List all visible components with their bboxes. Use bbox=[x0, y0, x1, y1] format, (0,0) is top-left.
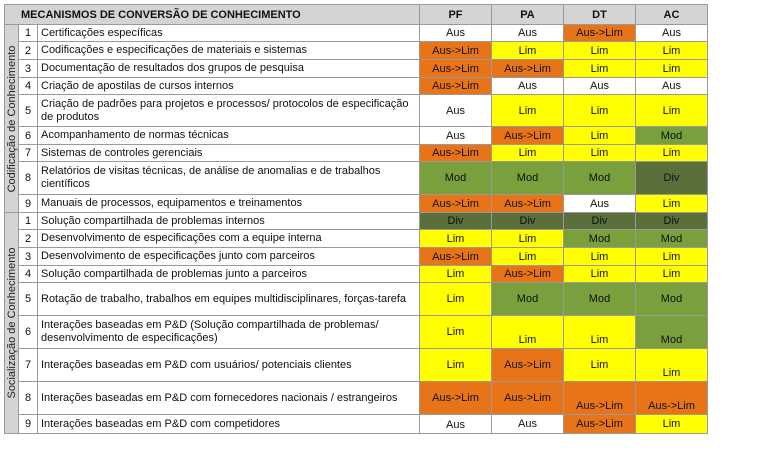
value-cell-pa: Lim bbox=[492, 42, 564, 60]
value-cell-dt: Lim bbox=[564, 42, 636, 60]
value-cell-ac: Mod bbox=[636, 127, 708, 145]
mechanism-description: Interações baseadas em P&D (Solução compartilhada de problemas/ desenvolvimento de especificações) bbox=[38, 316, 420, 349]
table-row bbox=[5, 283, 708, 316]
mechanism-description: Rotação de trabalho, trabalhos em equipes multidisciplinares, forças-tarefa bbox=[38, 283, 420, 316]
value-cell-dt: Aus bbox=[564, 195, 636, 213]
table-row bbox=[5, 145, 708, 162]
value-cell-pa: Div bbox=[492, 213, 564, 230]
mechanism-description: Interações baseadas em P&D com competidores bbox=[38, 415, 420, 434]
value-cell-pa: Lim bbox=[492, 248, 564, 266]
value-cell-dt: Lim bbox=[564, 127, 636, 145]
value-cell-pf: Aus bbox=[420, 415, 492, 434]
value-cell-ac: Mod bbox=[636, 283, 708, 316]
table-row bbox=[5, 349, 708, 382]
mechanism-description: Criação de padrões para projetos e processos/ protocolos de especificação de produtos bbox=[38, 95, 420, 127]
value-cell-pa: Lim bbox=[492, 230, 564, 248]
value-cell-pa: Aus bbox=[492, 78, 564, 95]
row-number: 7 bbox=[19, 145, 38, 162]
table-row bbox=[5, 382, 708, 415]
value-cell-pa: Aus bbox=[492, 25, 564, 42]
value-cell-pa: Mod bbox=[492, 162, 564, 195]
value-cell-ac: Lim bbox=[636, 349, 708, 382]
value-cell-pa: Lim bbox=[492, 145, 564, 162]
column-header-ac: AC bbox=[636, 5, 708, 25]
value-cell-dt: Mod bbox=[564, 283, 636, 316]
mechanism-description: Relatórios de visitas técnicas, de análise de anomalias e de trabalhos científicos bbox=[38, 162, 420, 195]
value-cell-dt: Lim bbox=[564, 60, 636, 78]
value-cell-pa: Aus->Lim bbox=[492, 266, 564, 283]
table-row bbox=[5, 25, 708, 42]
value-cell-pf: Lim bbox=[420, 283, 492, 316]
value-cell-pa: Aus->Lim bbox=[492, 349, 564, 382]
mechanism-description: Codificações e especificações de materiais e sistemas bbox=[38, 42, 420, 60]
value-cell-ac: Lim bbox=[636, 415, 708, 434]
value-cell-dt: Aus->Lim bbox=[564, 25, 636, 42]
row-number: 8 bbox=[19, 162, 38, 195]
value-cell-ac: Lim bbox=[636, 248, 708, 266]
value-cell-pa: Lim bbox=[492, 316, 564, 349]
value-cell-pa: Aus->Lim bbox=[492, 127, 564, 145]
value-cell-pf: Div bbox=[420, 213, 492, 230]
row-number: 7 bbox=[19, 349, 38, 382]
value-cell-pa: Aus->Lim bbox=[492, 60, 564, 78]
row-number: 5 bbox=[19, 283, 38, 316]
value-cell-pf: Aus->Lim bbox=[420, 60, 492, 78]
value-cell-dt: Aus->Lim bbox=[564, 382, 636, 415]
group-label: Codificação de Conhecimento bbox=[5, 45, 18, 192]
column-header-pa: PA bbox=[492, 5, 564, 25]
mechanism-description: Documentação de resultados dos grupos de pesquisa bbox=[38, 60, 420, 78]
value-cell-pf: Lim bbox=[420, 349, 492, 382]
value-cell-ac: Div bbox=[636, 162, 708, 195]
table-row bbox=[5, 213, 708, 230]
knowledge-conversion-table-wrapper bbox=[4, 4, 708, 434]
value-cell-pa: Lim bbox=[492, 95, 564, 127]
row-number: 2 bbox=[19, 42, 38, 60]
table-row bbox=[5, 316, 708, 349]
value-cell-pf: Aus bbox=[420, 127, 492, 145]
value-cell-dt: Lim bbox=[564, 349, 636, 382]
table-row bbox=[5, 230, 708, 248]
table-body bbox=[5, 25, 708, 434]
mechanism-description: Interações baseadas em P&D com fornecedores nacionais / estrangeiros bbox=[38, 382, 420, 415]
value-cell-pf: Lim bbox=[420, 316, 492, 349]
table-row bbox=[5, 415, 708, 434]
value-cell-dt: Mod bbox=[564, 230, 636, 248]
row-number: 1 bbox=[19, 25, 38, 42]
column-header-pf: PF bbox=[420, 5, 492, 25]
mechanism-description: Interações baseadas em P&D com usuários/ potenciais clientes bbox=[38, 349, 420, 382]
table-row bbox=[5, 127, 708, 145]
value-cell-pa: Mod bbox=[492, 283, 564, 316]
row-number: 1 bbox=[19, 213, 38, 230]
row-number: 9 bbox=[19, 195, 38, 213]
mechanism-description: Manuais de processos, equipamentos e treinamentos bbox=[38, 195, 420, 213]
value-cell-pf: Mod bbox=[420, 162, 492, 195]
value-cell-dt: Lim bbox=[564, 95, 636, 127]
value-cell-dt: Lim bbox=[564, 316, 636, 349]
mechanism-description: Criação de apostilas de cursos internos bbox=[38, 78, 420, 95]
group-label: Socialização de Conhecimento bbox=[5, 247, 18, 399]
mechanism-description: Sistemas de controles gerenciais bbox=[38, 145, 420, 162]
table-row bbox=[5, 195, 708, 213]
value-cell-pf: Aus->Lim bbox=[420, 382, 492, 415]
value-cell-dt: Lim bbox=[564, 248, 636, 266]
group-side-label-cell bbox=[5, 213, 19, 434]
row-number: 8 bbox=[19, 382, 38, 415]
value-cell-ac: Mod bbox=[636, 316, 708, 349]
table-row bbox=[5, 248, 708, 266]
value-cell-pf: Aus->Lim bbox=[420, 42, 492, 60]
table-row bbox=[5, 42, 708, 60]
value-cell-ac: Aus bbox=[636, 25, 708, 42]
header-row bbox=[5, 5, 708, 25]
value-cell-pa: Aus bbox=[492, 415, 564, 434]
value-cell-ac: Aus bbox=[636, 78, 708, 95]
table-row bbox=[5, 162, 708, 195]
group-side-label-cell bbox=[5, 25, 19, 213]
row-number: 6 bbox=[19, 316, 38, 349]
mechanism-description: Desenvolvimento de especificações com a equipe interna bbox=[38, 230, 420, 248]
table-row bbox=[5, 95, 708, 127]
value-cell-ac: Aus->Lim bbox=[636, 382, 708, 415]
value-cell-dt: Aus bbox=[564, 78, 636, 95]
value-cell-ac: Lim bbox=[636, 266, 708, 283]
value-cell-pf: Lim bbox=[420, 266, 492, 283]
table-row bbox=[5, 60, 708, 78]
value-cell-pa: Aus->Lim bbox=[492, 382, 564, 415]
value-cell-pf: Aus->Lim bbox=[420, 248, 492, 266]
value-cell-ac: Lim bbox=[636, 95, 708, 127]
row-number: 5 bbox=[19, 95, 38, 127]
row-number: 9 bbox=[19, 415, 38, 434]
row-number: 6 bbox=[19, 127, 38, 145]
table-title: MECANISMOS DE CONVERSÃO DE CONHECIMENTO bbox=[5, 5, 420, 25]
table-row bbox=[5, 78, 708, 95]
column-header-dt: DT bbox=[564, 5, 636, 25]
row-number: 2 bbox=[19, 230, 38, 248]
value-cell-ac: Lim bbox=[636, 60, 708, 78]
value-cell-dt: Lim bbox=[564, 266, 636, 283]
mechanism-description: Certificações específicas bbox=[38, 25, 420, 42]
value-cell-ac: Lim bbox=[636, 195, 708, 213]
row-number: 3 bbox=[19, 60, 38, 78]
value-cell-pf: Lim bbox=[420, 230, 492, 248]
value-cell-pf: Aus->Lim bbox=[420, 78, 492, 95]
value-cell-pf: Aus bbox=[420, 95, 492, 127]
mechanism-description: Solução compartilhada de problemas junto a parceiros bbox=[38, 266, 420, 283]
value-cell-dt: Lim bbox=[564, 145, 636, 162]
value-cell-ac: Div bbox=[636, 213, 708, 230]
value-cell-dt: Mod bbox=[564, 162, 636, 195]
value-cell-ac: Mod bbox=[636, 230, 708, 248]
mechanism-description: Acompanhamento de normas técnicas bbox=[38, 127, 420, 145]
value-cell-ac: Lim bbox=[636, 42, 708, 60]
value-cell-pa: Aus->Lim bbox=[492, 195, 564, 213]
row-number: 4 bbox=[19, 266, 38, 283]
value-cell-pf: Aus->Lim bbox=[420, 145, 492, 162]
value-cell-dt: Aus->Lim bbox=[564, 415, 636, 434]
value-cell-dt: Div bbox=[564, 213, 636, 230]
mechanism-description: Solução compartilhada de problemas internos bbox=[38, 213, 420, 230]
table-row bbox=[5, 266, 708, 283]
value-cell-pf: Aus bbox=[420, 25, 492, 42]
value-cell-ac: Lim bbox=[636, 145, 708, 162]
row-number: 4 bbox=[19, 78, 38, 95]
value-cell-pf: Aus->Lim bbox=[420, 195, 492, 213]
row-number: 3 bbox=[19, 248, 38, 266]
mechanism-description: Desenvolvimento de especificações junto com parceiros bbox=[38, 248, 420, 266]
knowledge-conversion-table bbox=[4, 4, 708, 434]
